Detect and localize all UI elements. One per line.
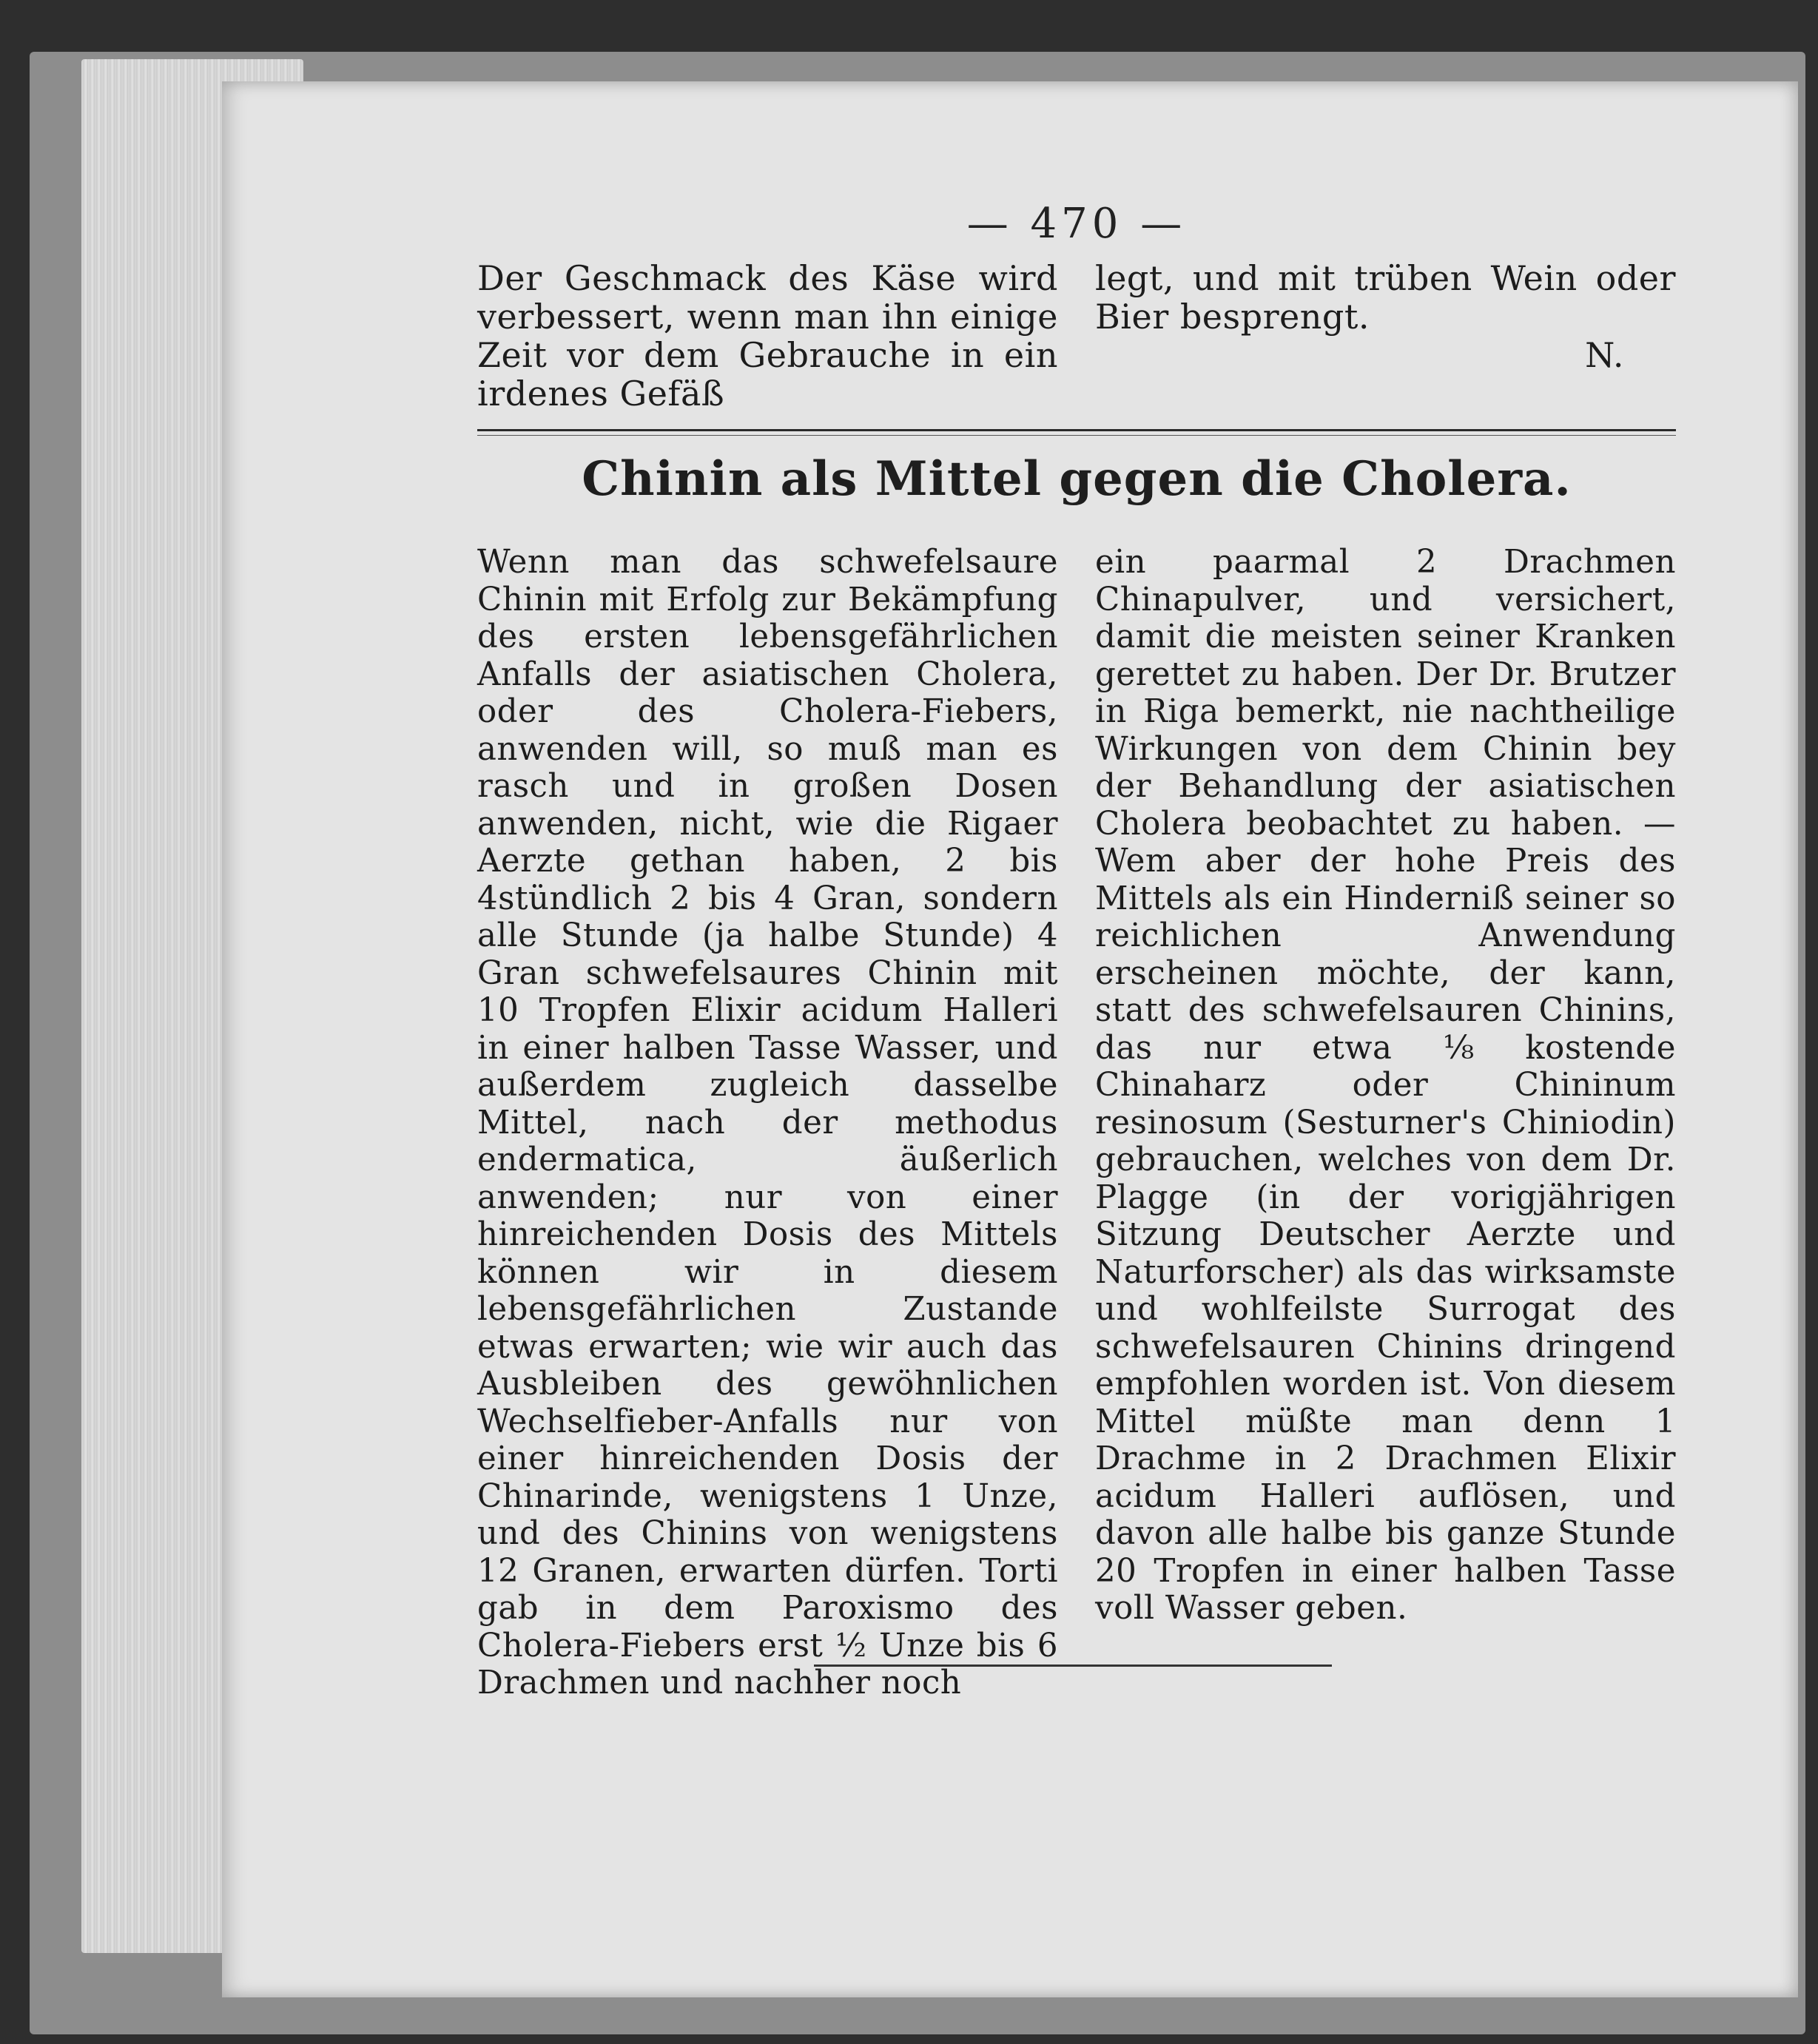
book-page xyxy=(222,81,1798,1997)
section-divider xyxy=(477,429,1676,431)
section-divider-thin xyxy=(477,435,1676,436)
article-right-column xyxy=(1095,544,1676,1702)
author-signature: N. xyxy=(1585,335,1624,375)
page-number: — 470 — xyxy=(966,200,1187,248)
article-title: Chinin als Mittel gegen die Cholera. xyxy=(582,451,1572,507)
top-left-text: Der Geschmack des Käse wird verbessert, wenn man ihn einige Zeit vor dem Gebrauche in ein irdenes Gefäß xyxy=(477,258,1058,414)
article-body xyxy=(477,544,1676,1702)
top-right-text: legt, und mit trüben Wein oder Bier besprengt. xyxy=(1095,258,1676,337)
top-right-column xyxy=(1095,259,1676,413)
top-left-column xyxy=(477,259,1058,413)
end-divider xyxy=(814,1664,1332,1667)
previous-article-ending xyxy=(477,259,1676,413)
text-area xyxy=(477,81,1676,1997)
article-left-text: Wenn man das schwefelsaure Chinin mit Erfolg zur Bekämpfung des ersten lebensgefährlichen Anfalls der asiatischen Cholera, oder des Cholera-Fiebers, anwenden will, so muß man es rasch und in großen Dosen anwenden, nicht, wie die Rigaer Aerzte gethan haben, 2 bis 4stündlich 2 bis 4 Gran, sondern alle Stunde (ja halbe Stunde) 4 Gran schwefelsaures Chinin mit 10 Tropfen Elixir acidum Halleri in einer halben Tasse Wasser, und außerdem zugleich dasselbe Mittel, nach der methodus endermatica, äußerlich anwenden; nur von einer hinreichenden Dosis des Mittels können wir in diesem lebensgefährlichen Zustande etwas erwarten; wie wir auch das Ausbleiben des gewöhnlichen Wechselfieber-Anfalls nur von einer hinreichenden Dosis der Chinarinde, wenigstens 1 Unze, und des Chinins von wenigstens 12 Granen, erwarten dürfen. Torti gab in dem Paroxismo des Cholera-Fiebers erst ½ Unze bis 6 Drachmen und nachher noch xyxy=(477,544,1058,1701)
article-right-text: ein paarmal 2 Drachmen Chinapulver, und versichert, damit die meisten seiner Kranken gerettet zu haben. Der Dr. Brutzer in Riga bemerkt, nie nachtheilige Wirkungen von dem Chinin bey der Behandlung der asiatischen Cholera beobachtet zu haben. — Wem aber der hohe Preis des Mittels als ein Hinderniß seiner so reichlichen Anwendung erscheinen möchte, der kann, statt des schwefelsauren Chinins, das nur etwa ⅛ kostende Chinaharz oder Chininum resinosum (Sesturner's Chiniodin) gebrauchen, welches von dem Dr. Plagge (in der vorigjährigen Sitzung Deutscher Aerzte und Naturforscher) als das wirksamste und wohlfeilste Surrogat des schwefelsauren Chinins dringend empfohlen worden ist. Von diesem Mittel müßte man denn 1 Drachme in 2 Drachmen Elixir acidum Halleri auflösen, und davon alle halbe bis ganze Stunde 20 Tropfen in einer halben Tasse voll Wasser geben. xyxy=(1095,544,1676,1627)
article-left-column xyxy=(477,544,1058,1702)
